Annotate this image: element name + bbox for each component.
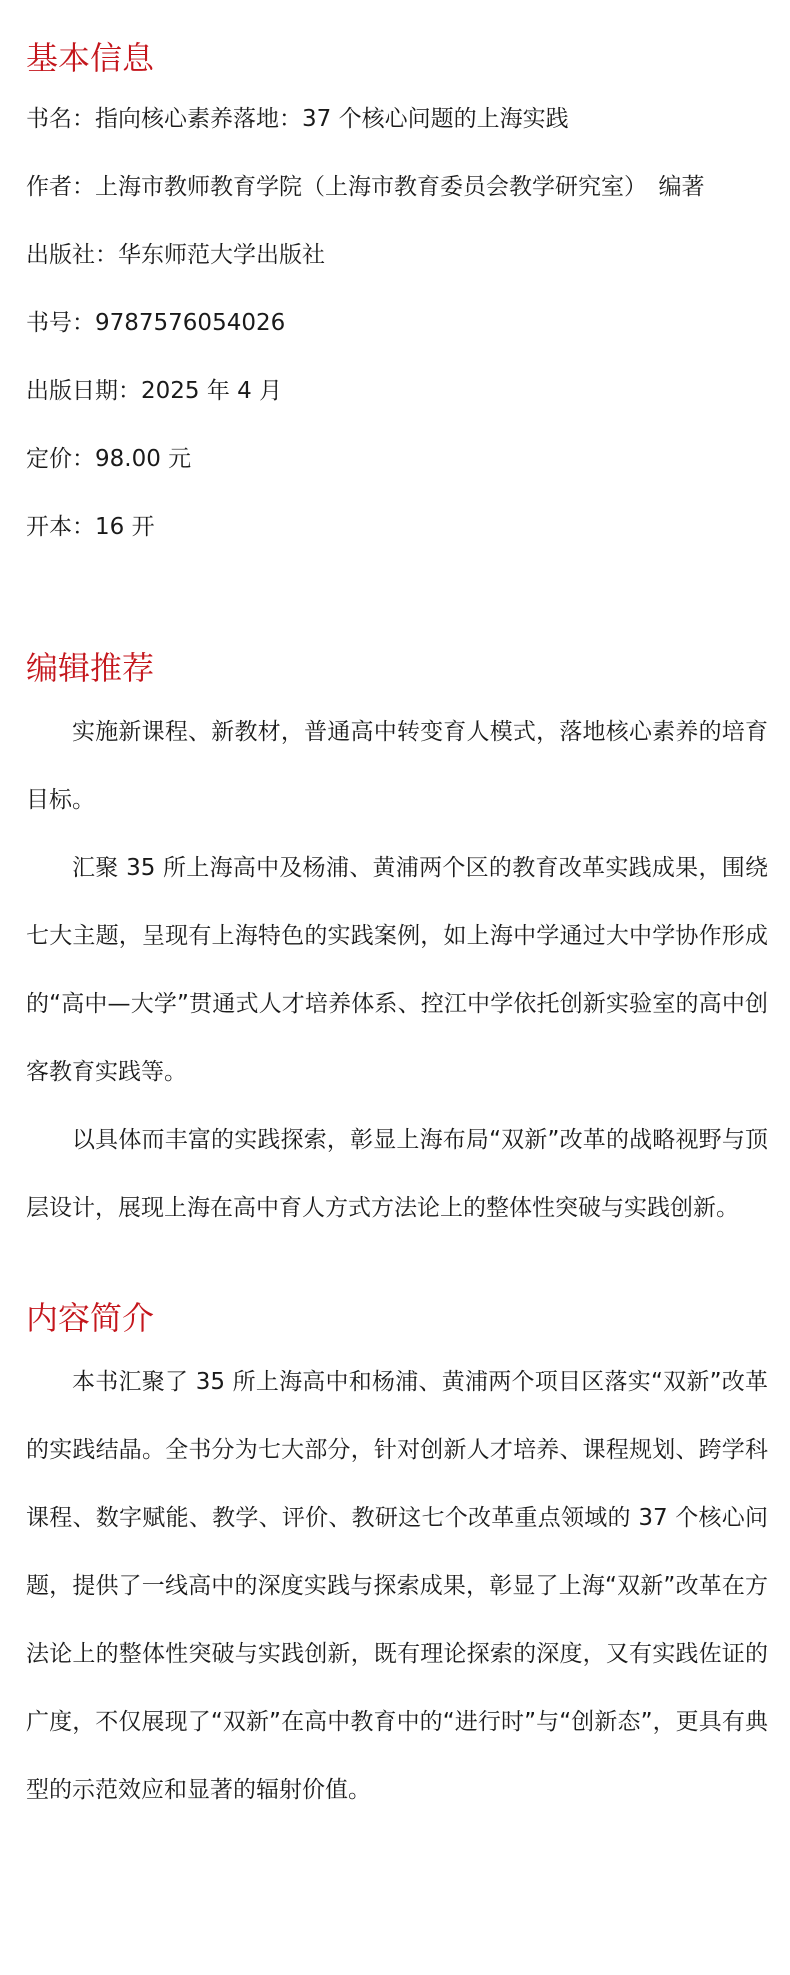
recommendation-paragraph: 汇聚 35 所上海高中及杨浦、黄浦两个区的教育改革实践成果，围绕七大主题，呈现有上海特色的实践案例，如上海中学通过大中学协作形成的“高中—大学”贯通式人才培养体系、控江中学依托创新实验室的高中创客教育实践等。 [26,855,768,1085]
content-intro-heading: 内容简介 [26,1299,155,1337]
author-line: 作者：上海市教师教育学院（上海市教育委员会教学研究室） 编著 [26,174,705,200]
price-line: 定价：98.00 元 [26,446,192,472]
recommendation-paragraph: 实施新课程、新教材，普通高中转变育人模式，落地核心素养的培育目标。 [26,719,768,813]
content-intro-body [26,1348,768,1824]
publisher-line: 出版社：华东师范大学出版社 [26,242,325,268]
editor-recommendation-body [26,698,768,1242]
isbn-line: 书号：9787576054026 [26,310,286,336]
editor-recommendation-heading: 编辑推荐 [26,649,155,687]
book-title-line: 书名：指向核心素养落地：37 个核心问题的上海实践 [26,106,569,132]
publish-date-line: 出版日期：2025 年 4 月 [26,378,283,404]
basic-info-list [26,108,768,584]
format-line: 开本：16 开 [26,514,155,540]
intro-paragraph: 本书汇聚了 35 所上海高中和杨浦、黄浦两个项目区落实“双新”改革的实践结晶。全书分为七大部分，针对创新人才培养、课程规划、跨学科课程、数字赋能、教学、评价、教研这七个改革重点领域的 37 个核心问题，提供了一线高中的深度实践与探索成果，彰显了上海“双新”改革在方法论上的整体性突破与实践创新，既有理论探索的深度，又有实践佐证的广度，不仅展现了“双新”在高中教育中的“进行时”与“创新态”，更具有典型的示范效应和显著的辐射价值。 [26,1369,768,1803]
recommendation-paragraph: 以具体而丰富的实践探索，彰显上海布局“双新”改革的战略视野与顶层设计，展现上海在高中育人方式方法论上的整体性突破与实践创新。 [26,1127,768,1221]
basic-info-heading: 基本信息 [26,39,155,77]
